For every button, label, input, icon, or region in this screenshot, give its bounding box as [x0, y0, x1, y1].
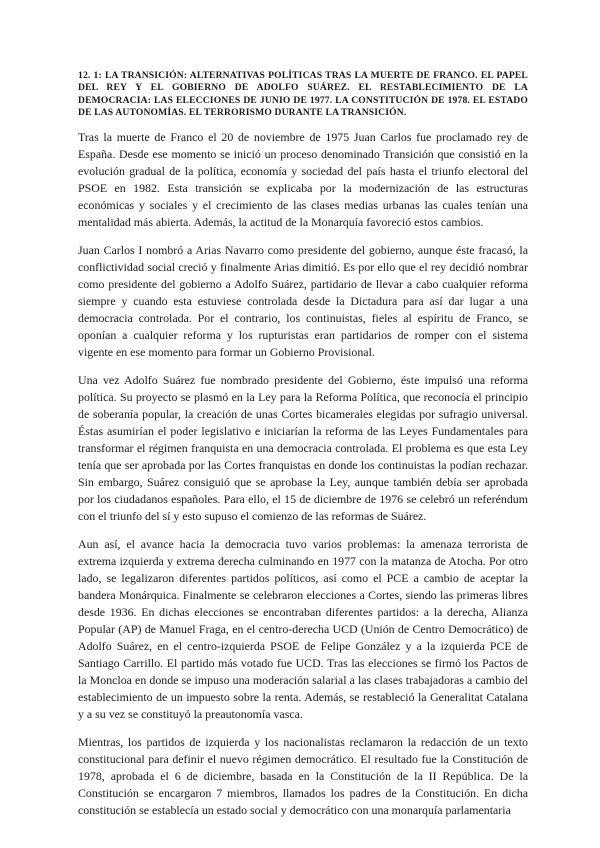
paragraph-arias-suarez: Juan Carlos I nombró a Arias Navarro como presidente del gobierno, aunque éste fracasó, la conflictividad social creció y finalmente Arias dimitió. Es por ello que el rey decidió nombrar como presidente del gobierno a Adolfo Suárez, partidario de llevar a cabo cualquier reforma siempre y cuando esta estuviese controlada desde la Dictadura para así dar lugar a una democracia controlada. Por el contrario, los continuistas, fieles al espíritu de Franco, se oponían a cualquier reforma y los rupturistas eran partidarios de romper con el sistema vigente en ese momento para formar un Gobierno Provisional.: [78, 242, 528, 359]
paragraph-transicion: Tras la muerte de Franco el 20 de noviembre de 1975 Juan Carlos fue proclamado rey de España. Desde ese momento se inició un proceso denominado Transición que consistió en la evolución gradual de la política, economía y sociedad del país hasta el triunfo electoral del PSOE en 1982. Esta transición se explicaba por la modernización de las estructuras económicas y sociales y el crecimiento de las clases medias urbanas las cuales tenían una mentalidad más abierta. Además, la actitud de la Monarquía favoreció estos cambios.: [78, 129, 528, 229]
section-heading: 12. 1: LA TRANSICIÓN: ALTERNATIVAS POLÍTICAS TRAS LA MUERTE DE FRANCO. EL PAPEL DEL REY Y EL GOBIERNO DE ADOLFO SUÁREZ. EL RESTABLECIMIENTO DE LA DEMOCRACIA: LAS ELECCIONES DE JUNIO DE 1977. LA CONSTITUCIÓN DE 1978. EL ESTADO DE LAS AUTONOMÍAS. EL TERRORISMO DURANTE LA TRANSICIÓN.: [78, 70, 528, 119]
paragraph-elecciones-1977: Aun así, el avance hacia la democracia tuvo varios problemas: la amenaza terrorista de extrema izquierda y extrema derecha culminando en 1977 con la matanza de Atocha. Por otro lado, se legalizaron diferentes partidos políticos, así como el PCE a cambio de aceptar la bandera Monárquica. Finalmente se celebraron elecciones a Cortes, siendo las primeras libres desde 1936. En dichas elecciones se encontraban diferentes partidos: a la derecha, Alianza Popular (AP) de Manuel Fraga, en el centro-derecha UCD (Unión de Centro Democrático) de Adolfo Suárez, en el centro-izquierda PSOE de Felipe González y a la izquierda PCE de Santiago Carrillo. El partido más votado fue UCD. Tras las elecciones se firmó los Pactos de la Moncloa en donde se impuso una moderación salarial a las clases trabajadoras a cambio del establecimiento de un impuesto sobre la renta. Además, se restableció la Generalitat Catalana y a su vez se constituyó la preautonomía vasca.: [78, 536, 528, 721]
paragraph-constitucion-1978: Mientras, los partidos de izquierda y los nacionalistas reclamaron la redacción de un texto constitucional para definir el nuevo régimen democrático. El resultado fue la Constitución de 1978, aprobada el 6 de diciembre, basada en la Constitución de la II República. De la Constitución se encargaron 7 miembros, llamados los padres de la Constitución. En dicha constitución se establecía un estado social y democrático con una monarquía parlamentaria: [78, 734, 528, 817]
document-page: [78, 70, 528, 830]
paragraph-reforma-politica: Una vez Adolfo Suárez fue nombrado presidente del Gobierno, éste impulsó una reforma política. Su proyecto se plasmó en la Ley para la Reforma Política, que reconocía el principio de soberanía popular, la creación de unas Cortes bicamerales elegidas por sufragio universal. Éstas asumirían el poder legislativo e iniciarían la reforma de las Leyes Fundamentales para transformar el régimen franquista en una democracia controlada. El problema es que esta Ley tenía que ser aprobada por las Cortes franquistas en donde los continuistas la podían rechazar. Sin embargo, Suárez consiguió que se aprobase la Ley, aunque también debía ser aprobada por los ciudadanos españoles. Para ello, el 15 de diciembre de 1976 se celebró un referéndum con el triunfo del sí y esto supuso el comienzo de las reformas de Suárez.: [78, 372, 528, 523]
